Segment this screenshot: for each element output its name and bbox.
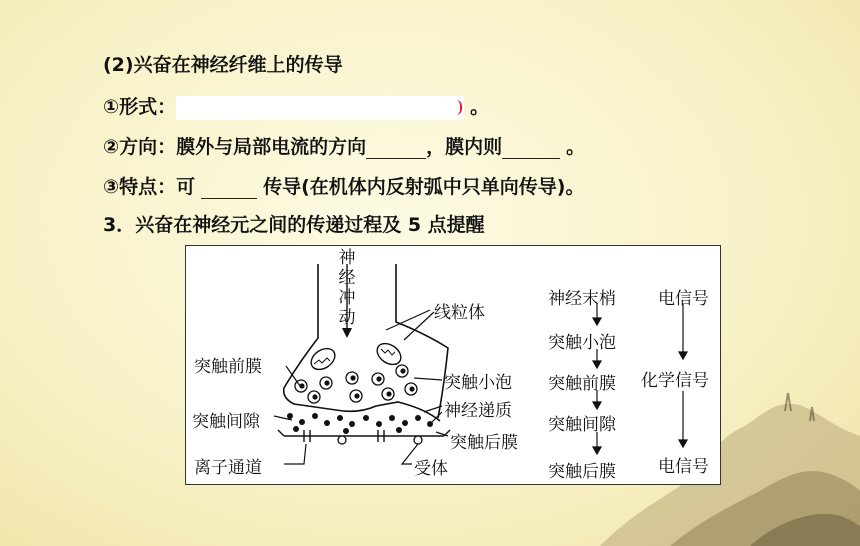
synaptic-cleft-label: 突触间隙 [192, 412, 260, 432]
form-label: ①形式： [103, 96, 177, 118]
form-end: 。 [470, 96, 490, 118]
synapse-diagram [185, 245, 721, 485]
neurotransmitter-label: 神经递质 [444, 401, 512, 421]
direction-blank-inner [502, 136, 560, 159]
flow-step-2: 突触小泡 [548, 333, 616, 353]
signal-electrical-2: 电信号 [658, 457, 709, 477]
direction-label: ②方向：膜外与局部电流的方向 [103, 136, 367, 158]
receptor-label: 受体 [414, 459, 448, 479]
form-answer-box [176, 96, 464, 120]
feature-label: ③特点：可 [103, 176, 196, 198]
section3-heading: 3．兴奋在神经元之间的传递过程及 5 点提醒 [103, 214, 485, 236]
flow-step-1: 神经末梢 [548, 289, 616, 309]
direction-line [103, 132, 585, 159]
impulse-label: 神 经 冲 动 [338, 248, 356, 328]
signal-chemical: 化学信号 [641, 371, 709, 391]
signal-electrical-1: 电信号 [658, 289, 709, 309]
flow-step-5: 突触后膜 [548, 462, 616, 482]
heading-nerve-fiber: (2)兴奋在神经纤维上的传导 [103, 54, 343, 76]
feature-blank [201, 176, 257, 199]
form-line [103, 92, 489, 120]
postsynaptic-membrane-label: 突触后膜 [450, 433, 518, 453]
mitochondria-label: 线粒体 [434, 303, 485, 323]
synaptic-vesicle-label: 突触小泡 [444, 373, 512, 393]
ion-channel-label: 离子通道 [194, 458, 262, 478]
flow-step-3: 突触前膜 [548, 374, 616, 394]
flow-step-4: 突触间隙 [548, 415, 616, 435]
feature-line [103, 172, 584, 199]
direction-mid: ，膜内则 [426, 136, 503, 158]
direction-blank-outer [366, 136, 426, 159]
feature-rest: 传导(在机体内反射弧中只单向传导)。 [263, 176, 585, 198]
direction-end: 。 [566, 136, 586, 158]
presynaptic-membrane-label: 突触前膜 [194, 357, 262, 377]
